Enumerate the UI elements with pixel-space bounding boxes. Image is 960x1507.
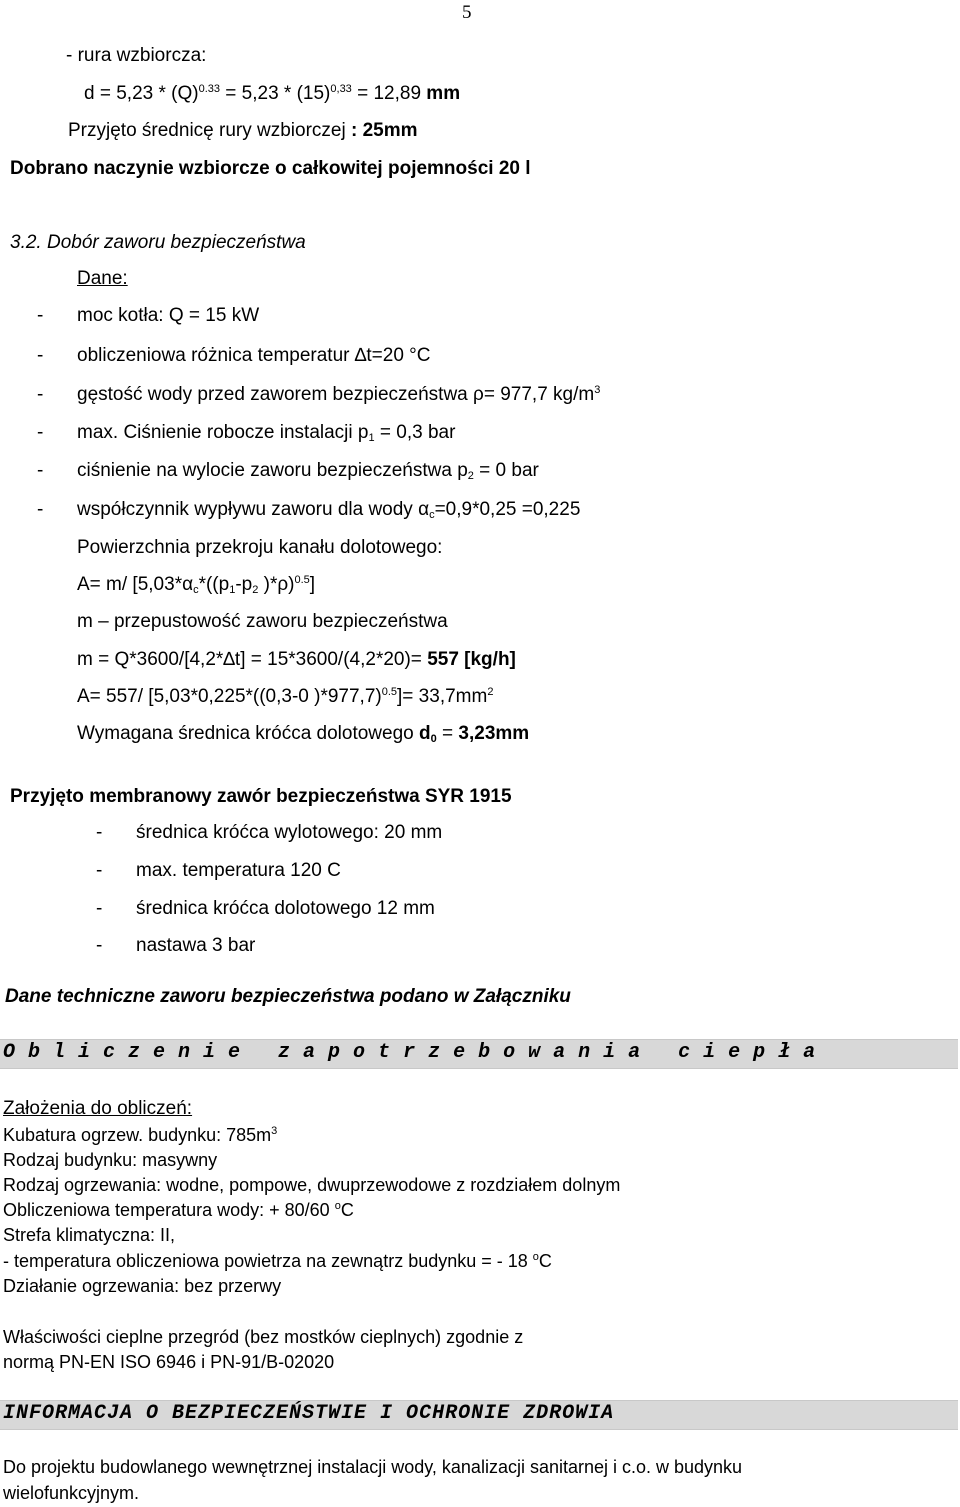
adopted-item: - max. temperatura 120 C [96,860,341,881]
project-line1: Do projektu budowlanego wewnętrznej instalacji wody, kanalizacji sanitarnej i c.o. w budynku [3,1457,743,1477]
page-number: 5 [462,2,472,23]
adopted-item: - średnica króćca wylotowego: 20 mm [96,822,443,843]
building-type: Rodzaj budynku: masywny [3,1150,218,1170]
thermal-properties-line1: Właściwości cieplne przegród (bez mostków cieplnych) zgodnie z [3,1327,524,1347]
given-label: Dane: [77,268,128,289]
assumptions-title: Założenia do obliczeń: [3,1098,193,1119]
climate-zone: Strefa klimatyczna: II, [3,1225,176,1245]
technical-data-note: Dane techniczne zaworu bezpieczeństwa podano w Załączniku [5,986,571,1007]
pipe-accepted: Przyjęto średnicę rury wzbiorczej : 25mm [68,120,418,141]
adopted-item: - średnica króćca dolotowego 12 mm [96,898,435,919]
thermal-properties-line2: normą PN-EN ISO 6946 i PN-91/B-02020 [3,1352,335,1372]
operation-mode: Działanie ogrzewania: bez przerwy [3,1276,282,1296]
heating-banner-text: O b l i c z e n i e z a p o t r z e b o w a n i a c i e p ł a [3,1041,816,1064]
heating-type: Rodzaj ogrzewania: wodne, pompowe, dwuprzewodowe z rozdziałem dolnym [3,1175,621,1195]
given-item: - max. Ciśnienie robocze instalacji $p_1 = 0,3$ bar [37,422,456,444]
adopted-item: - nastawa 3 bar [96,935,256,956]
required-diameter: Wymagana średnica króćca dolotowego $d_0 = 3,23mm$ [77,723,530,745]
given-item: - ciśnienie na wylocie zaworu bezpieczeństwa $p_2 = 0$ bar [37,460,539,482]
design-temperature: Obliczeniowa temperatura wody: + 80/60 $^o$C [3,1200,354,1220]
section-heading: 3.2. Dobór zaworu bezpieczeństwa [10,232,306,253]
flow-formula: m = Q*3600/[4,2*∆t] = 15*3600/(4,2*20)= 557 [kg/h] [77,649,516,670]
project-line2: wielofunkcyjnym. [3,1483,140,1503]
health-banner-text: INFORMACJA O BEZPIECZEŃSTWIE I OCHRONIE ZDROWIA [3,1402,615,1425]
adopted-valve-title: Przyjęto membranowy zawór bezpieczeństwa SYR 1915 [10,786,512,807]
given-item: - moc kotła: Q = 15 kW [37,305,260,326]
area-formula: A= m/ [$5,03*\alpha_c*((p_1-p_2$ )*ρ)$^{0.5}$] [77,574,316,596]
volume: Kubatura ogrzew. budynku: $785m^3$ [3,1125,278,1145]
flow-definition: m – przepustowość zaworu bezpieczeństwa [77,611,448,632]
given-item: - współczynnik wypływu zaworu dla wody $\alpha_c=0,9*0,25 =0,225$ [37,499,581,521]
cross-section-label: Powierzchnia przekroju kanału dolotowego: [77,537,443,558]
outdoor-temperature: - temperatura obliczeniowa powietrza na zewnątrz budynku = - 18 $^o$C [3,1251,552,1271]
given-item: - obliczeniowa różnica temperatur ∆t=20 °C [37,345,431,366]
pipe-formula: $d = 5,23 * (Q)^{0.33} = 5,23 * (15)^{0,33} = 12,89$ mm [84,83,461,104]
given-item: - gęstość wody przed zaworem bezpieczeństwa ρ= 977,7 $kg/m^3$ [37,384,601,405]
vessel-selection: Dobrano naczynie wzbiorcze o całkowitej pojemności 20 l [10,158,531,179]
pipe-heading: - rura wzbiorcza: [66,45,207,66]
area-result: A= 557/ [5,03*0,225*((0,3-0 )$*977,7)^{0.5}]= 33,7mm^2$ [77,686,494,707]
